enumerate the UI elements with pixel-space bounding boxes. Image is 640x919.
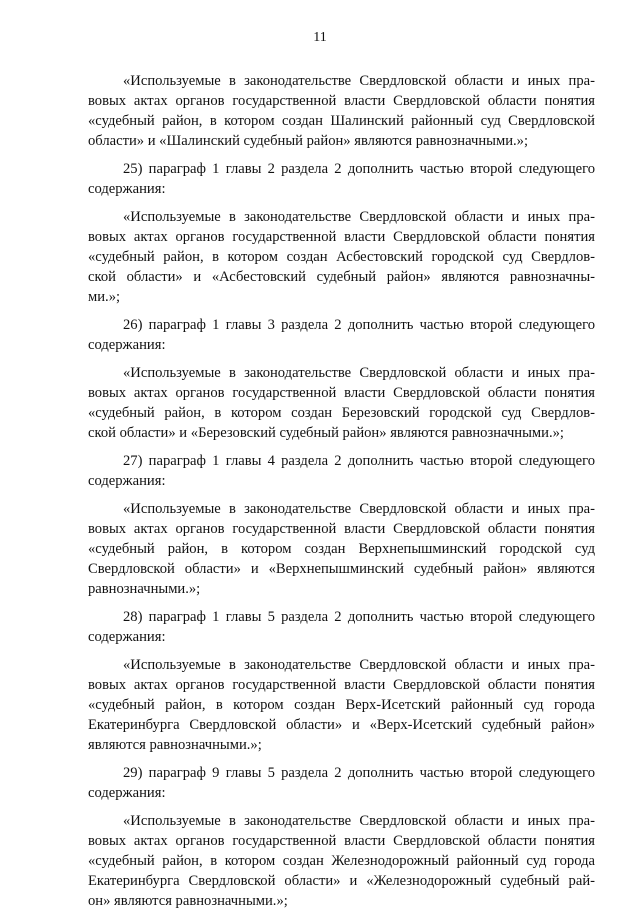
paragraph <box>88 363 595 443</box>
text-line: вовых актах органов государственной власти Свердловской области понятия <box>88 833 595 849</box>
text-line: вовых актах органов государственной власти Свердловской области понятия <box>88 677 595 693</box>
page-number: 11 <box>313 30 327 45</box>
paragraph <box>88 71 595 151</box>
text-line: «судебный район, в котором создан Асбестовский городской суд Свердлов- <box>88 249 595 265</box>
text-line: 25) параграф 1 главы 2 раздела 2 дополнить частью второй следующего <box>123 161 595 177</box>
text-line: Екатеринбурга Свердловской области» и «Верх-Исетский судебный район» <box>88 717 595 733</box>
text-line: «Используемые в законодательстве Свердловской области и иных пра- <box>123 209 595 225</box>
paragraph <box>88 607 595 647</box>
text-line: области» и «Шалинский судебный район» являются равнозначными.»; <box>88 133 528 149</box>
text-line: равнозначными.»; <box>88 581 201 597</box>
text-line: ми.»; <box>88 289 121 305</box>
text-line: «судебный район, в котором создан Шалинский районный суд Свердловской <box>88 113 595 129</box>
paragraph <box>88 451 595 491</box>
text-line: «судебный район, в котором создан Железнодорожный районный суд города <box>88 853 595 869</box>
text-line: «судебный район, в котором создан Верх-Исетский районный суд города <box>88 697 595 713</box>
text-line: «судебный район, в котором создан Верхнепышминский городской суд <box>88 541 595 557</box>
text-line: вовых актах органов государственной власти Свердловской области понятия <box>88 385 595 401</box>
paragraph <box>88 499 595 599</box>
text-line: Свердловской области» и «Верхнепышминский судебный район» являются <box>88 561 595 577</box>
text-line: он» являются равнозначными.»; <box>88 893 288 909</box>
text-line: содержания: <box>88 473 166 489</box>
text-line: 27) параграф 1 главы 4 раздела 2 дополнить частью второй следующего <box>123 453 595 469</box>
paragraph <box>88 207 595 307</box>
text-line: «Используемые в законодательстве Свердловской области и иных пра- <box>123 813 595 829</box>
document-body <box>88 71 595 919</box>
text-line: «Используемые в законодательстве Свердловской области и иных пра- <box>123 501 595 517</box>
text-line: 28) параграф 1 главы 5 раздела 2 дополнить частью второй следующего <box>123 609 595 625</box>
text-line: вовых актах органов государственной власти Свердловской области понятия <box>88 229 595 245</box>
paragraph <box>88 655 595 755</box>
paragraph <box>88 159 595 199</box>
paragraph <box>88 811 595 911</box>
text-line: вовых актах органов государственной власти Свердловской области понятия <box>88 93 595 109</box>
text-line: 26) параграф 1 главы 3 раздела 2 дополнить частью второй следующего <box>123 317 595 333</box>
text-line: вовых актах органов государственной власти Свердловской области понятия <box>88 521 595 537</box>
text-line: Екатеринбурга Свердловской области» и «Железнодорожный судебный рай- <box>88 873 595 889</box>
text-line: «судебный район, в котором создан Березовский городской суд Свердлов- <box>88 405 595 421</box>
text-line: ской области» и «Березовский судебный район» являются равнозначными.»; <box>88 425 564 441</box>
text-line: содержания: <box>88 629 166 645</box>
text-line: ской области» и «Асбестовский судебный район» являются равнозначны- <box>88 269 595 285</box>
paragraph <box>88 763 595 803</box>
text-line: 29) параграф 9 главы 5 раздела 2 дополнить частью второй следующего <box>123 765 595 781</box>
text-line: «Используемые в законодательстве Свердловской области и иных пра- <box>123 365 595 381</box>
text-line: являются равнозначными.»; <box>88 737 262 753</box>
text-line: «Используемые в законодательстве Свердловской области и иных пра- <box>123 73 595 89</box>
text-line: содержания: <box>88 181 166 197</box>
text-line: «Используемые в законодательстве Свердловской области и иных пра- <box>123 657 595 673</box>
paragraph <box>88 315 595 355</box>
text-line: содержания: <box>88 785 166 801</box>
text-line: содержания: <box>88 337 166 353</box>
